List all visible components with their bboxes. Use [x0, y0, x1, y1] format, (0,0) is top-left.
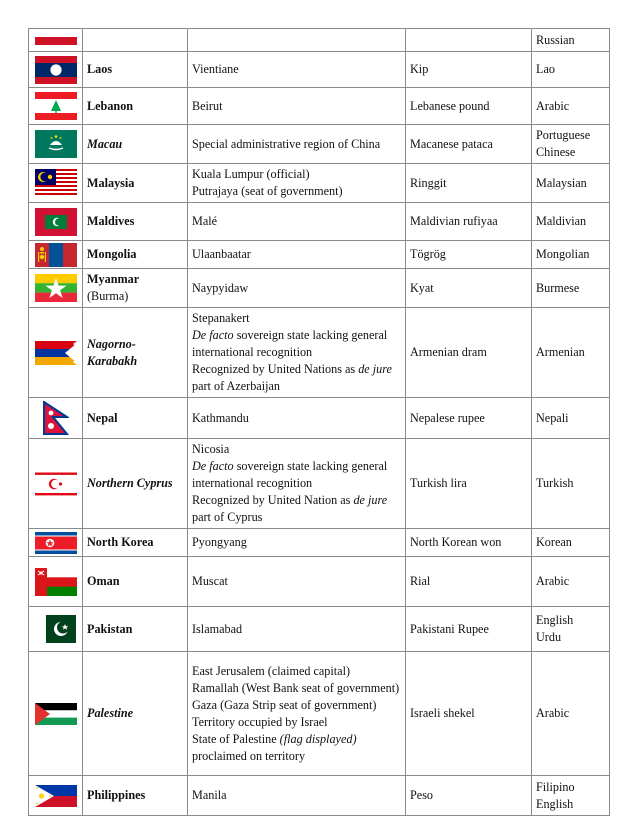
country-cell: Palestine — [83, 652, 188, 776]
capital-cell: Islamabad — [188, 607, 406, 652]
maldives-flag-icon — [35, 208, 77, 236]
table-row — [29, 241, 610, 269]
currency-cell: Rial — [406, 557, 532, 607]
language-cell: Turkish — [532, 439, 610, 529]
flag-cell — [29, 398, 83, 439]
capital-cell: Kuala Lumpur (official) Putrajaya (seat of government) — [188, 164, 406, 203]
flag-cell — [29, 776, 83, 816]
country-cell: Maldives — [83, 203, 188, 241]
capital-cell: Muscat — [188, 557, 406, 607]
flag-cell — [29, 439, 83, 529]
capital-cell: Beirut — [188, 88, 406, 125]
table-row — [29, 557, 610, 607]
language-cell: Filipino English — [532, 776, 610, 816]
table-row — [29, 652, 610, 776]
language-cell: Mongolian — [532, 241, 610, 269]
flag-cell — [29, 52, 83, 88]
country-cell: Lebanon — [83, 88, 188, 125]
table-row — [29, 776, 610, 816]
currency-cell: Ringgit — [406, 164, 532, 203]
country-cell: North Korea — [83, 529, 188, 557]
language-cell: Burmese — [532, 269, 610, 308]
table-row — [29, 164, 610, 203]
currency-cell: Israeli shekel — [406, 652, 532, 776]
country-cell: Nagorno-Karabakh — [83, 308, 188, 398]
malaysia-flag-icon — [35, 169, 77, 197]
lebanon-flag-icon — [35, 92, 77, 120]
country-cell: Laos — [83, 52, 188, 88]
flag-cell — [29, 125, 83, 164]
country-cell: Myanmar (Burma) — [83, 269, 188, 308]
flag-cell — [29, 29, 83, 52]
table-row — [29, 398, 610, 439]
language-cell: Maldivian — [532, 203, 610, 241]
laos-flag-icon — [35, 56, 77, 84]
flag-cell — [29, 529, 83, 557]
capital-cell: East Jerusalem (claimed capital) Ramallah (West Bank seat of government) Gaza (Gaza Strip seat of government) Territory occupied by Israel State of Palestine (flag displayed) proclaimed on territory — [188, 652, 406, 776]
mongolia-flag-icon — [35, 243, 77, 267]
oman-flag-icon — [35, 568, 77, 596]
flag-cell — [29, 241, 83, 269]
country-cell: Mongolia — [83, 241, 188, 269]
table-row — [29, 125, 610, 164]
countries-table — [28, 28, 610, 816]
flag-cell — [29, 652, 83, 776]
flag-cell — [29, 203, 83, 241]
currency-cell: Peso — [406, 776, 532, 816]
language-cell: Arabic — [532, 88, 610, 125]
myanmar-flag-icon — [35, 274, 77, 302]
capital-cell: Manila — [188, 776, 406, 816]
language-cell: Arabic — [532, 652, 610, 776]
capital-cell: Naypyidaw — [188, 269, 406, 308]
language-cell: Korean — [532, 529, 610, 557]
language-cell: English Urdu — [532, 607, 610, 652]
currency-cell: Tögrög — [406, 241, 532, 269]
philippines-flag-icon — [35, 785, 77, 807]
currency-cell: Nepalese rupee — [406, 398, 532, 439]
capital-cell: Nicosia De facto sovereign state lacking general international recognition Recognized by United Nation as de jure part of Cyprus — [188, 439, 406, 529]
country-cell: Oman — [83, 557, 188, 607]
country-cell: Macau — [83, 125, 188, 164]
capital-cell: Ulaanbaatar — [188, 241, 406, 269]
country-cell: Malaysia — [83, 164, 188, 203]
capital-cell: Malé — [188, 203, 406, 241]
currency-cell: Maldivian rufiyaa — [406, 203, 532, 241]
country-cell: Nepal — [83, 398, 188, 439]
table-row — [29, 52, 610, 88]
flag-cell — [29, 164, 83, 203]
country-cell: Northern Cyprus — [83, 439, 188, 529]
capital-cell: Special administrative region of China — [188, 125, 406, 164]
language-cell: Portuguese Chinese — [532, 125, 610, 164]
macau-flag-icon — [35, 130, 77, 158]
language-cell: Russian — [532, 29, 610, 52]
table-row — [29, 269, 610, 308]
currency-cell: Turkish lira — [406, 439, 532, 529]
language-cell: Armenian — [532, 308, 610, 398]
table-row — [29, 29, 610, 52]
currency-cell: Armenian dram — [406, 308, 532, 398]
flag-cell — [29, 88, 83, 125]
currency-cell: Pakistani Rupee — [406, 607, 532, 652]
nepal-flag-icon — [43, 401, 69, 435]
table-row — [29, 88, 610, 125]
table-row — [29, 607, 610, 652]
table-row — [29, 308, 610, 398]
northern-cyprus-flag-icon — [35, 470, 77, 498]
country-cell: Philippines — [83, 776, 188, 816]
currency-cell: Kip — [406, 52, 532, 88]
table-row — [29, 439, 610, 529]
language-cell: Nepali — [532, 398, 610, 439]
capital-cell: Kathmandu — [188, 398, 406, 439]
north-korea-flag-icon — [35, 532, 77, 554]
language-cell: Lao — [532, 52, 610, 88]
flag-cell — [29, 269, 83, 308]
table-row — [29, 203, 610, 241]
capital-cell: Vientiane — [188, 52, 406, 88]
table-row — [29, 529, 610, 557]
pakistan-flag-icon — [36, 615, 76, 643]
currency-cell — [406, 29, 532, 52]
palestine-flag-icon — [35, 703, 77, 725]
currency-cell: Macanese pataca — [406, 125, 532, 164]
country-cell: Pakistan — [83, 607, 188, 652]
flag-cell — [29, 607, 83, 652]
language-cell: Malaysian — [532, 164, 610, 203]
partial-flag-icon — [35, 37, 77, 45]
capital-cell — [188, 29, 406, 52]
capital-cell: Stepanakert De facto sovereign state lacking general international recognition Recognized by United Nations as de jure part of Azerbaijan — [188, 308, 406, 398]
country-cell — [83, 29, 188, 52]
currency-cell: North Korean won — [406, 529, 532, 557]
nagorno-karabakh-flag-icon — [35, 341, 77, 365]
currency-cell: Kyat — [406, 269, 532, 308]
flag-cell — [29, 308, 83, 398]
flag-cell — [29, 557, 83, 607]
capital-cell: Pyongyang — [188, 529, 406, 557]
currency-cell: Lebanese pound — [406, 88, 532, 125]
language-cell: Arabic — [532, 557, 610, 607]
